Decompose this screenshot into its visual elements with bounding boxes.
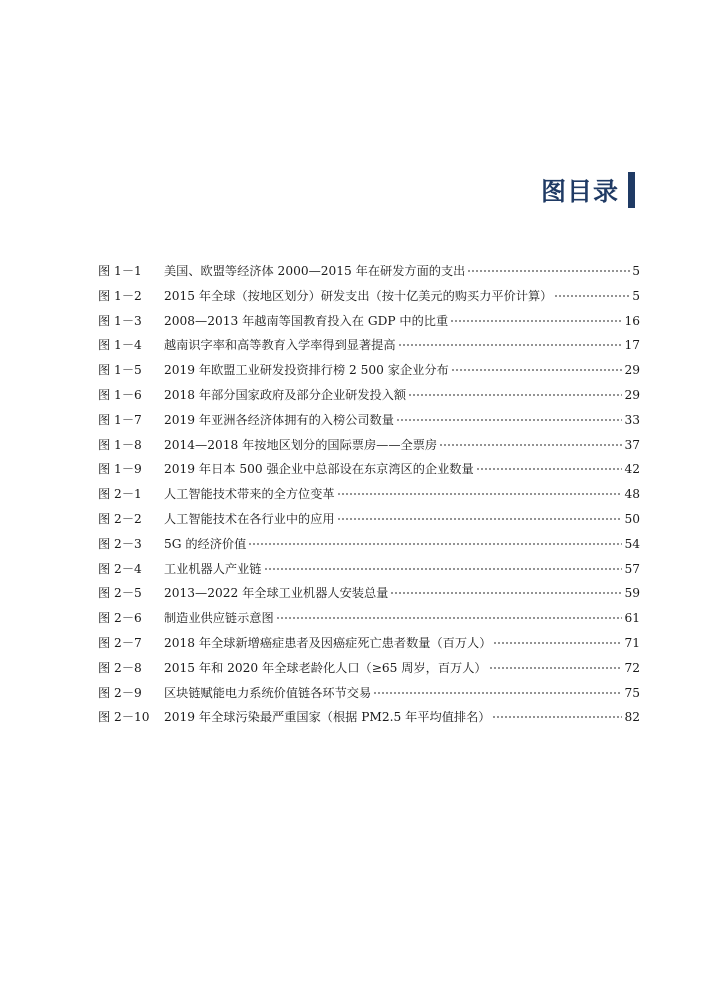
figure-title: 2008—2013 年越南等国教育投入在 GDP 中的比重 [164, 313, 449, 328]
page-number: 57 [624, 561, 640, 576]
dot-leader [408, 394, 622, 396]
dot-leader [276, 617, 623, 619]
toc-entry[interactable] [98, 535, 640, 560]
page-number: 17 [624, 338, 640, 353]
toc-entry[interactable] [98, 510, 640, 535]
page-number: 50 [624, 511, 640, 526]
figure-number: 图 2－9 [98, 685, 142, 700]
dot-leader [451, 369, 623, 371]
figure-number: 图 2－6 [98, 611, 142, 626]
dot-leader [450, 320, 622, 322]
dot-leader [492, 716, 622, 718]
toc-entry[interactable] [98, 411, 640, 436]
toc-entry[interactable] [98, 361, 640, 386]
figure-title: 人工智能技术带来的全方位变革 [164, 487, 335, 502]
figure-number: 图 2－3 [98, 536, 142, 551]
figure-title: 2018 年全球新增癌症患者及因癌症死亡患者数量（百万人） [164, 635, 492, 650]
page-number: 71 [624, 635, 640, 650]
figure-number: 图 1－6 [98, 387, 142, 402]
figure-number: 图 2－7 [98, 635, 142, 650]
page-number: 54 [624, 536, 640, 551]
toc-entry[interactable] [98, 485, 640, 510]
toc-heading [541, 172, 635, 208]
page-number: 48 [624, 487, 640, 502]
figure-title: 2018 年部分国家政府及部分企业研发投入额 [164, 387, 407, 402]
figure-title: 人工智能技术在各行业中的应用 [164, 511, 335, 526]
toc-entry[interactable] [98, 312, 640, 337]
dot-leader [337, 493, 623, 495]
figure-number: 图 1－4 [98, 338, 142, 353]
page-number: 61 [624, 611, 640, 626]
dot-leader [493, 642, 622, 644]
dot-leader [554, 295, 630, 297]
toc-entry[interactable] [98, 634, 640, 659]
page-number: 33 [624, 412, 640, 427]
figure-number: 图 2－1 [98, 487, 142, 502]
figure-title: 区块链赋能电力系统价值链各环节交易 [164, 685, 372, 700]
figure-number: 图 1－2 [98, 288, 142, 303]
toc-entry[interactable] [98, 659, 640, 684]
figure-title: 5G 的经济价值 [164, 536, 247, 551]
page-number: 75 [624, 685, 640, 700]
figure-title: 2019 年全球污染最严重国家（根据 PM2.5 年平均值排名） [164, 710, 491, 725]
figure-number: 图 1－9 [98, 462, 142, 477]
figure-number: 图 1－7 [98, 412, 142, 427]
dot-leader [467, 270, 630, 272]
toc-entry[interactable] [98, 287, 640, 312]
dot-leader [396, 419, 623, 421]
figure-number: 图 1－5 [98, 363, 142, 378]
page-number: 82 [624, 710, 640, 725]
figure-title: 工业机器人产业链 [164, 561, 262, 576]
figure-number: 图 2－8 [98, 660, 142, 675]
page-number: 42 [624, 462, 640, 477]
figure-number: 图 2－10 [98, 710, 150, 725]
figure-number: 图 2－4 [98, 561, 142, 576]
page-number: 29 [624, 363, 640, 378]
figure-number: 图 1－8 [98, 437, 142, 452]
figure-title: 2019 年日本 500 强企业中总部设在东京湾区的企业数量 [164, 462, 474, 477]
page-number: 72 [624, 660, 640, 675]
page-title: 图目录 [540, 177, 619, 206]
dot-leader [489, 667, 623, 669]
toc-entry[interactable] [98, 436, 640, 461]
figure-number: 图 2－2 [98, 511, 142, 526]
figure-number: 图 2－5 [98, 586, 142, 601]
page-number: 5 [632, 264, 640, 278]
dot-leader [264, 568, 623, 570]
toc-entry[interactable] [98, 708, 640, 733]
dot-leader [390, 592, 622, 594]
page-number: 5 [632, 288, 640, 303]
page-number: 37 [624, 437, 640, 452]
dot-leader [373, 692, 622, 694]
figure-title: 2014—2018 年按地区划分的国际票房——全票房 [164, 437, 438, 452]
page-number: 59 [624, 586, 640, 601]
toc-entry[interactable] [98, 262, 640, 287]
toc-entry[interactable] [98, 386, 640, 411]
toc-entry[interactable] [98, 336, 640, 361]
figure-title: 2015 年全球（按地区划分）研发支出（按十亿美元的购买力平价计算） [164, 288, 553, 303]
page-number: 16 [624, 313, 640, 328]
figure-title: 2019 年亚洲各经济体拥有的入榜公司数量 [164, 412, 394, 427]
toc-entry[interactable] [98, 684, 640, 709]
toc-entry[interactable] [98, 460, 640, 485]
figure-title: 越南识字率和高等教育入学率得到显著提高 [164, 338, 396, 353]
figure-title: 美国、欧盟等经济体 2000—2015 年在研发方面的支出 [164, 264, 466, 278]
toc-entry[interactable] [98, 584, 640, 609]
figure-title: 2015 年和 2020 年全球老龄化人口（≥65 周岁，百万人） [164, 660, 487, 675]
figure-list [98, 262, 640, 733]
figure-title: 制造业供应链示意图 [164, 611, 274, 626]
page-number: 29 [624, 387, 640, 402]
dot-leader [476, 468, 623, 470]
figure-title: 2013—2022 年全球工业机器人安装总量 [164, 586, 389, 601]
figure-title: 2019 年欧盟工业研发投资排行榜 2 500 家企业分布 [164, 363, 449, 378]
dot-leader [337, 518, 623, 520]
dot-leader [439, 444, 622, 446]
dot-leader [248, 543, 622, 545]
figure-number: 图 1－1 [98, 264, 142, 278]
figure-number: 图 1－3 [98, 313, 142, 328]
toc-entry[interactable] [98, 560, 640, 585]
toc-entry[interactable] [98, 609, 640, 634]
dot-leader [398, 344, 623, 346]
heading-accent-bar [628, 172, 635, 208]
